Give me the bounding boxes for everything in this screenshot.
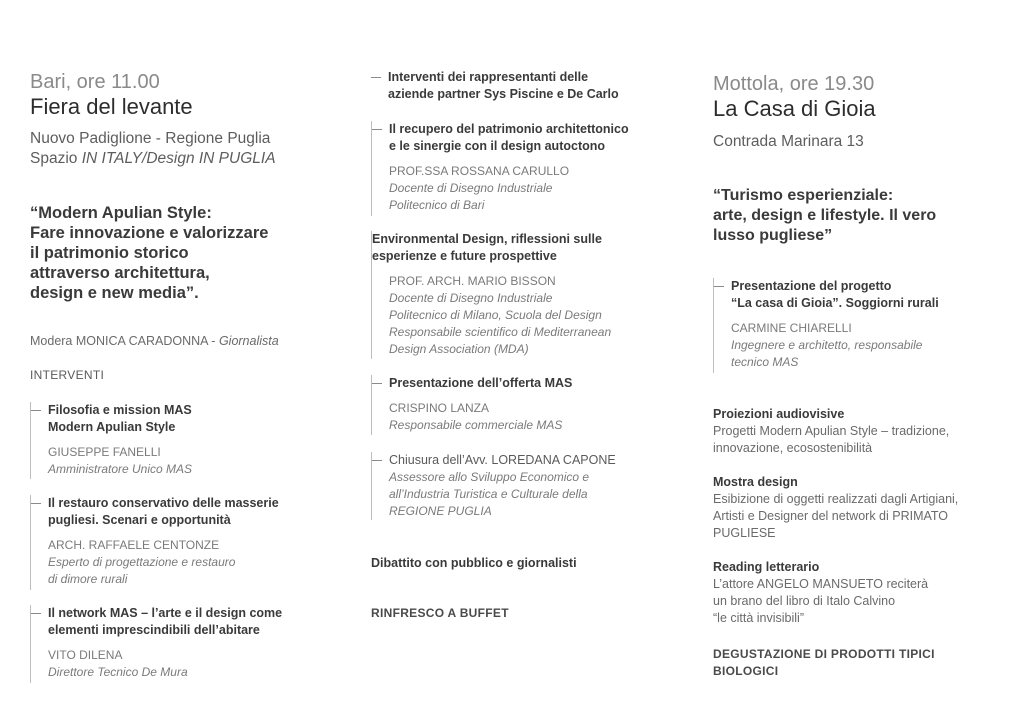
talk-title: Filosofia e mission MAS Modern Apulian Style	[48, 403, 192, 434]
moderator-line: Modera MONICA CARADONNA - Giornalista	[30, 334, 279, 348]
bari-space-name: IN ITALY/Design IN PUGLIA	[81, 150, 276, 167]
bari-venue: Fiera del levante	[30, 94, 193, 119]
tasting-line: DEGUSTAZIONE DI PRODOTTI TIPICI BIOLOGICI	[713, 647, 935, 678]
speaker-role: Direttore Tecnico De Mura	[48, 665, 188, 679]
buffet-line: RINFRESCO A BUFFET	[371, 606, 509, 620]
speaker-name: VITO DILENA	[48, 648, 123, 662]
program-design-show: Mostra design Esibizione di oggetti realizzati dagli Artigiani, Artisti e Designer del network di PRIMATO PUGLIESE	[713, 475, 959, 540]
talk-title: Il restauro conservativo delle masserie pugliesi. Scenari e opportunità	[48, 496, 279, 527]
talk-title: Environmental Design, riflessioni sulle esperienze e future prospettive	[372, 232, 602, 263]
talk-title: Il recupero del patrimonio architettonico e le sinergie con il design autoctono	[389, 122, 629, 153]
bari-quote: “Modern Apulian Style: Fare innovazione e valorizzare il patrimonio storico attraverso architettura, design e new media”.	[30, 204, 269, 302]
bari-location-line-2: Spazio IN ITALY/Design IN PUGLIA	[30, 150, 276, 167]
speaker-role: Docente di Disegno Industriale Politecnico di Bari	[389, 181, 553, 212]
speaker-name: CARMINE CHIARELLI	[731, 321, 852, 335]
speaker-role: Docente di Disegno Industriale Politecnico di Milano, Scuola del Design Responsabile scientifico di Mediterranean Design Association (MDA)	[389, 291, 612, 356]
talk-bisson	[371, 231, 611, 359]
interventi-label: INTERVENTI	[30, 368, 105, 382]
speaker-role: Amministratore Unico MAS	[48, 462, 193, 476]
talk-title: Presentazione dell’offerta MAS	[389, 376, 573, 390]
bari-time-heading: Bari, ore 11.00	[30, 71, 160, 93]
mottola-quote: “Turismo esperienziale: arte, design e lifestyle. Il vero lusso pugliese”	[713, 187, 937, 244]
program-projections: Proiezioni audiovisive Progetti Modern Apulian Style – tradizione, innovazione, ecosostenibilità	[713, 407, 950, 455]
talk-centonze	[30, 495, 279, 590]
speaker-role: Esperto di progettazione e restauro di dimore rurali	[48, 555, 236, 586]
speaker-name: CRISPINO LANZA	[389, 401, 490, 415]
talk-fanelli	[30, 402, 192, 479]
program-reading: Reading letterario L’attore ANGELO MANSUETO reciterà un brano del libro di Italo Calvino “le città invisibili”	[713, 560, 929, 625]
talk-title: Presentazione del progetto “La casa di Gioia”. Soggiorni rurali	[731, 279, 939, 310]
mottola-venue: La Casa di Gioia	[713, 96, 876, 121]
speaker-role: Responsabile commerciale MAS	[389, 418, 563, 432]
speaker-name: GIUSEPPE FANELLI	[48, 445, 161, 459]
speaker-role: Ingegnere e architetto, responsabile tecnico MAS	[731, 338, 923, 369]
talk-chiarelli	[713, 278, 939, 373]
talk-dilena	[30, 605, 282, 683]
mottola-time-heading: Mottola, ore 19.30	[713, 73, 875, 95]
talk-partners	[371, 69, 619, 103]
speaker-name: ARCH. RAFFAELE CENTONZE	[48, 538, 220, 552]
speaker-name: PROF. ARCH. MARIO BISSON	[389, 274, 556, 288]
mottola-address: Contrada Marinara 13	[713, 133, 864, 150]
speaker-name: PROF.SSA ROSSANA CARULLO	[389, 164, 570, 178]
talk-title: Il network MAS – l’arte e il design come elementi imprescindibili dell’abitare	[48, 606, 283, 637]
talk-lanza	[371, 375, 572, 435]
speaker-role: Assessore allo Sviluppo Economico e all’Industria Turistica e Culturale della REGIONE PUGLIA	[389, 470, 590, 518]
talk-capone	[371, 452, 616, 520]
talk-title: Chiusura dell’Avv. LOREDANA CAPONE	[389, 453, 616, 467]
talk-carullo	[371, 121, 629, 216]
talk-title: Interventi dei rappresentanti delle aziende partner Sys Piscine e De Carlo	[388, 70, 619, 101]
bari-location-line-1: Nuovo Padiglione - Regione Puglia	[30, 130, 271, 147]
debate-line: Dibattito con pubblico e giornalisti	[371, 556, 577, 570]
